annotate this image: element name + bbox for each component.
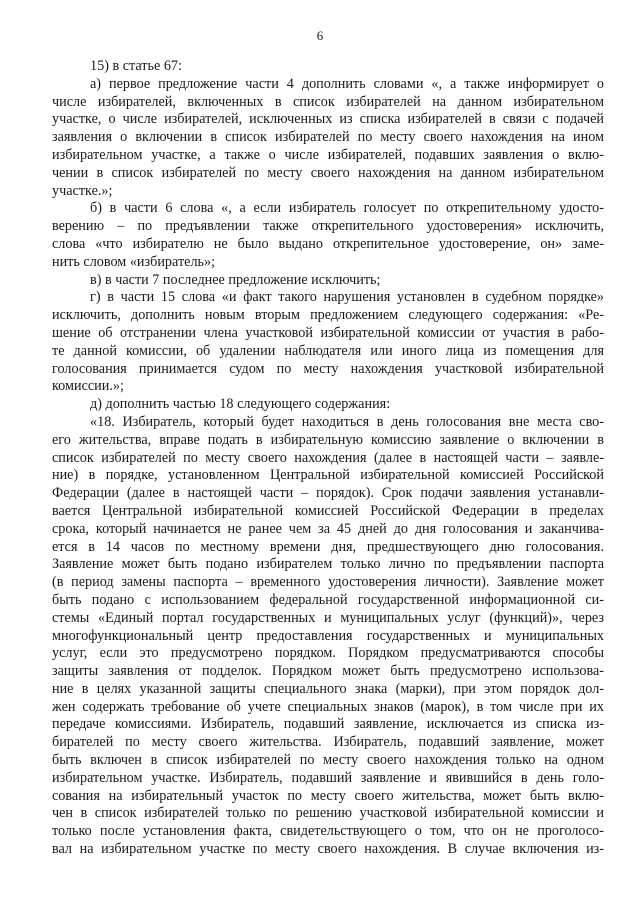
text-line: в) в части 7 последнее предложение исключить; [90, 271, 381, 288]
text-line: ется в 14 часов по местному времени дня, предшествующего дню голосования. [52, 538, 604, 555]
text-line: д) дополнить частью 18 следующего содержания: [90, 396, 391, 413]
text-line: быть включен в список избирателей по месту своего нахождения только на одном [52, 752, 604, 769]
text-line: участке, о числе избирателей, исключенных из списка избирателей в связи с подачей [52, 111, 604, 128]
text-line: чении в список избирателей по месту своего нахождения на данном избирательном [52, 164, 604, 181]
text-line: чен в список избирателей только по решению участковой избирательной комиссии и [52, 805, 604, 822]
text-line: участке.»; [52, 182, 113, 199]
text-line: ние в целях указанной защиты специального знака (марки), при этом порядок дол- [52, 680, 604, 697]
text-line: многофункциональный центр предоставления государственных и муниципальных [52, 627, 604, 644]
text-line: стемы «Единый портал государственных и муниципальных услуг (функций)», через [52, 609, 604, 626]
body-text [52, 58, 604, 859]
text-line: нить словом «избиратель»; [52, 253, 216, 270]
text-line: а) первое предложение части 4 дополнить словами «, а также информирует о [90, 75, 604, 92]
text-line: избирательном участке, а также о числе избирателей, подавших заявления о вклю- [52, 146, 604, 163]
text-line: срока, который начинается не ранее чем за 45 дней до дня голосования и заканчива- [52, 520, 604, 537]
text-line: голосования принимается судом по месту нахождения участковой избирательной [52, 360, 604, 377]
text-line: 15) в статье 67: [90, 58, 182, 74]
text-line: сования на избирательный участок по месту своего жительства, может быть вклю- [52, 787, 604, 804]
text-line: список избирателей по месту своего нахождения (далее в настоящей части – заявле- [52, 449, 604, 466]
text-line: бирателей по месту своего жительства. Избиратель, подавший заявление, может [52, 734, 604, 751]
text-line: г) в части 15 слова «и факт такого нарушения установлен в судебном порядке» [90, 289, 604, 306]
text-line: быть подано с использованием федеральной государственной информационной си- [52, 591, 604, 608]
text-line: вал на избирательном участке по месту своего нахождения. В случае включения из- [52, 841, 604, 858]
text-line: ние) в порядке, установленном Центральной избирательной комиссией Российской [52, 467, 604, 484]
text-line: верению – по предъявлении также открепительного удостоверения» исключить, [52, 218, 604, 235]
text-line: «18. Избиратель, который будет находиться в день голосования вне места сво- [90, 413, 604, 430]
text-line: только после установления факта, свидетельствующего о том, что он не проголосо- [52, 823, 604, 840]
page-number: 6 [316, 28, 324, 43]
text-line: услуг, если это предусмотрено порядком. Порядком предусматриваются способы [52, 645, 604, 662]
text-line: его жительства, вправе подать в избирательную комиссию заявление о включении в [52, 431, 604, 448]
text-line: исключить, дополнить новым вторым предложением следующего содержания: «Ре- [52, 307, 604, 324]
text-line: избирательном участке. Избиратель, подавший заявление и явившийся в день голо- [52, 769, 604, 786]
text-line: числе избирателей, включенных в список избирателей на данном избирательном [52, 93, 604, 110]
text-line: передаче комиссиями. Избиратель, подавший заявление, исключается из списка из- [52, 716, 604, 733]
text-line: шение об отстранении члена участковой избирательной комиссии от участия в рабо- [52, 324, 604, 341]
text-line: заявления о включении в список избирателей по месту своего нахождения на ином [52, 129, 604, 146]
text-line: (в период замены паспорта – временного удостоверения личности). Заявление может [52, 574, 604, 591]
text-line: те данной комиссии, об удалении наблюдателя или иного лица из помещения для [52, 342, 604, 359]
text-line: вается Центральной избирательной комиссией Российской Федерации в пределах [52, 502, 604, 519]
text-line: б) в части 6 слова «, а если избиратель голосует по открепительному удосто- [90, 200, 604, 217]
text-line: Федерации (далее в настоящей части – порядок). Срок подачи заявления устанавли- [52, 485, 604, 502]
text-line: комиссии.»; [52, 378, 124, 395]
text-line: Заявление может быть подано избирателем только лично по предъявлении паспорта [52, 556, 604, 573]
text-line: слова «что избирателю не было выдано открепительное удостоверение, он» заме- [52, 235, 604, 252]
text-line: жен содержать требование об учете специальных знаков (марок), в том числе при их [52, 698, 604, 715]
text-line: защиты заявления от подделок. Порядком может быть предусмотрено использова- [52, 663, 604, 680]
